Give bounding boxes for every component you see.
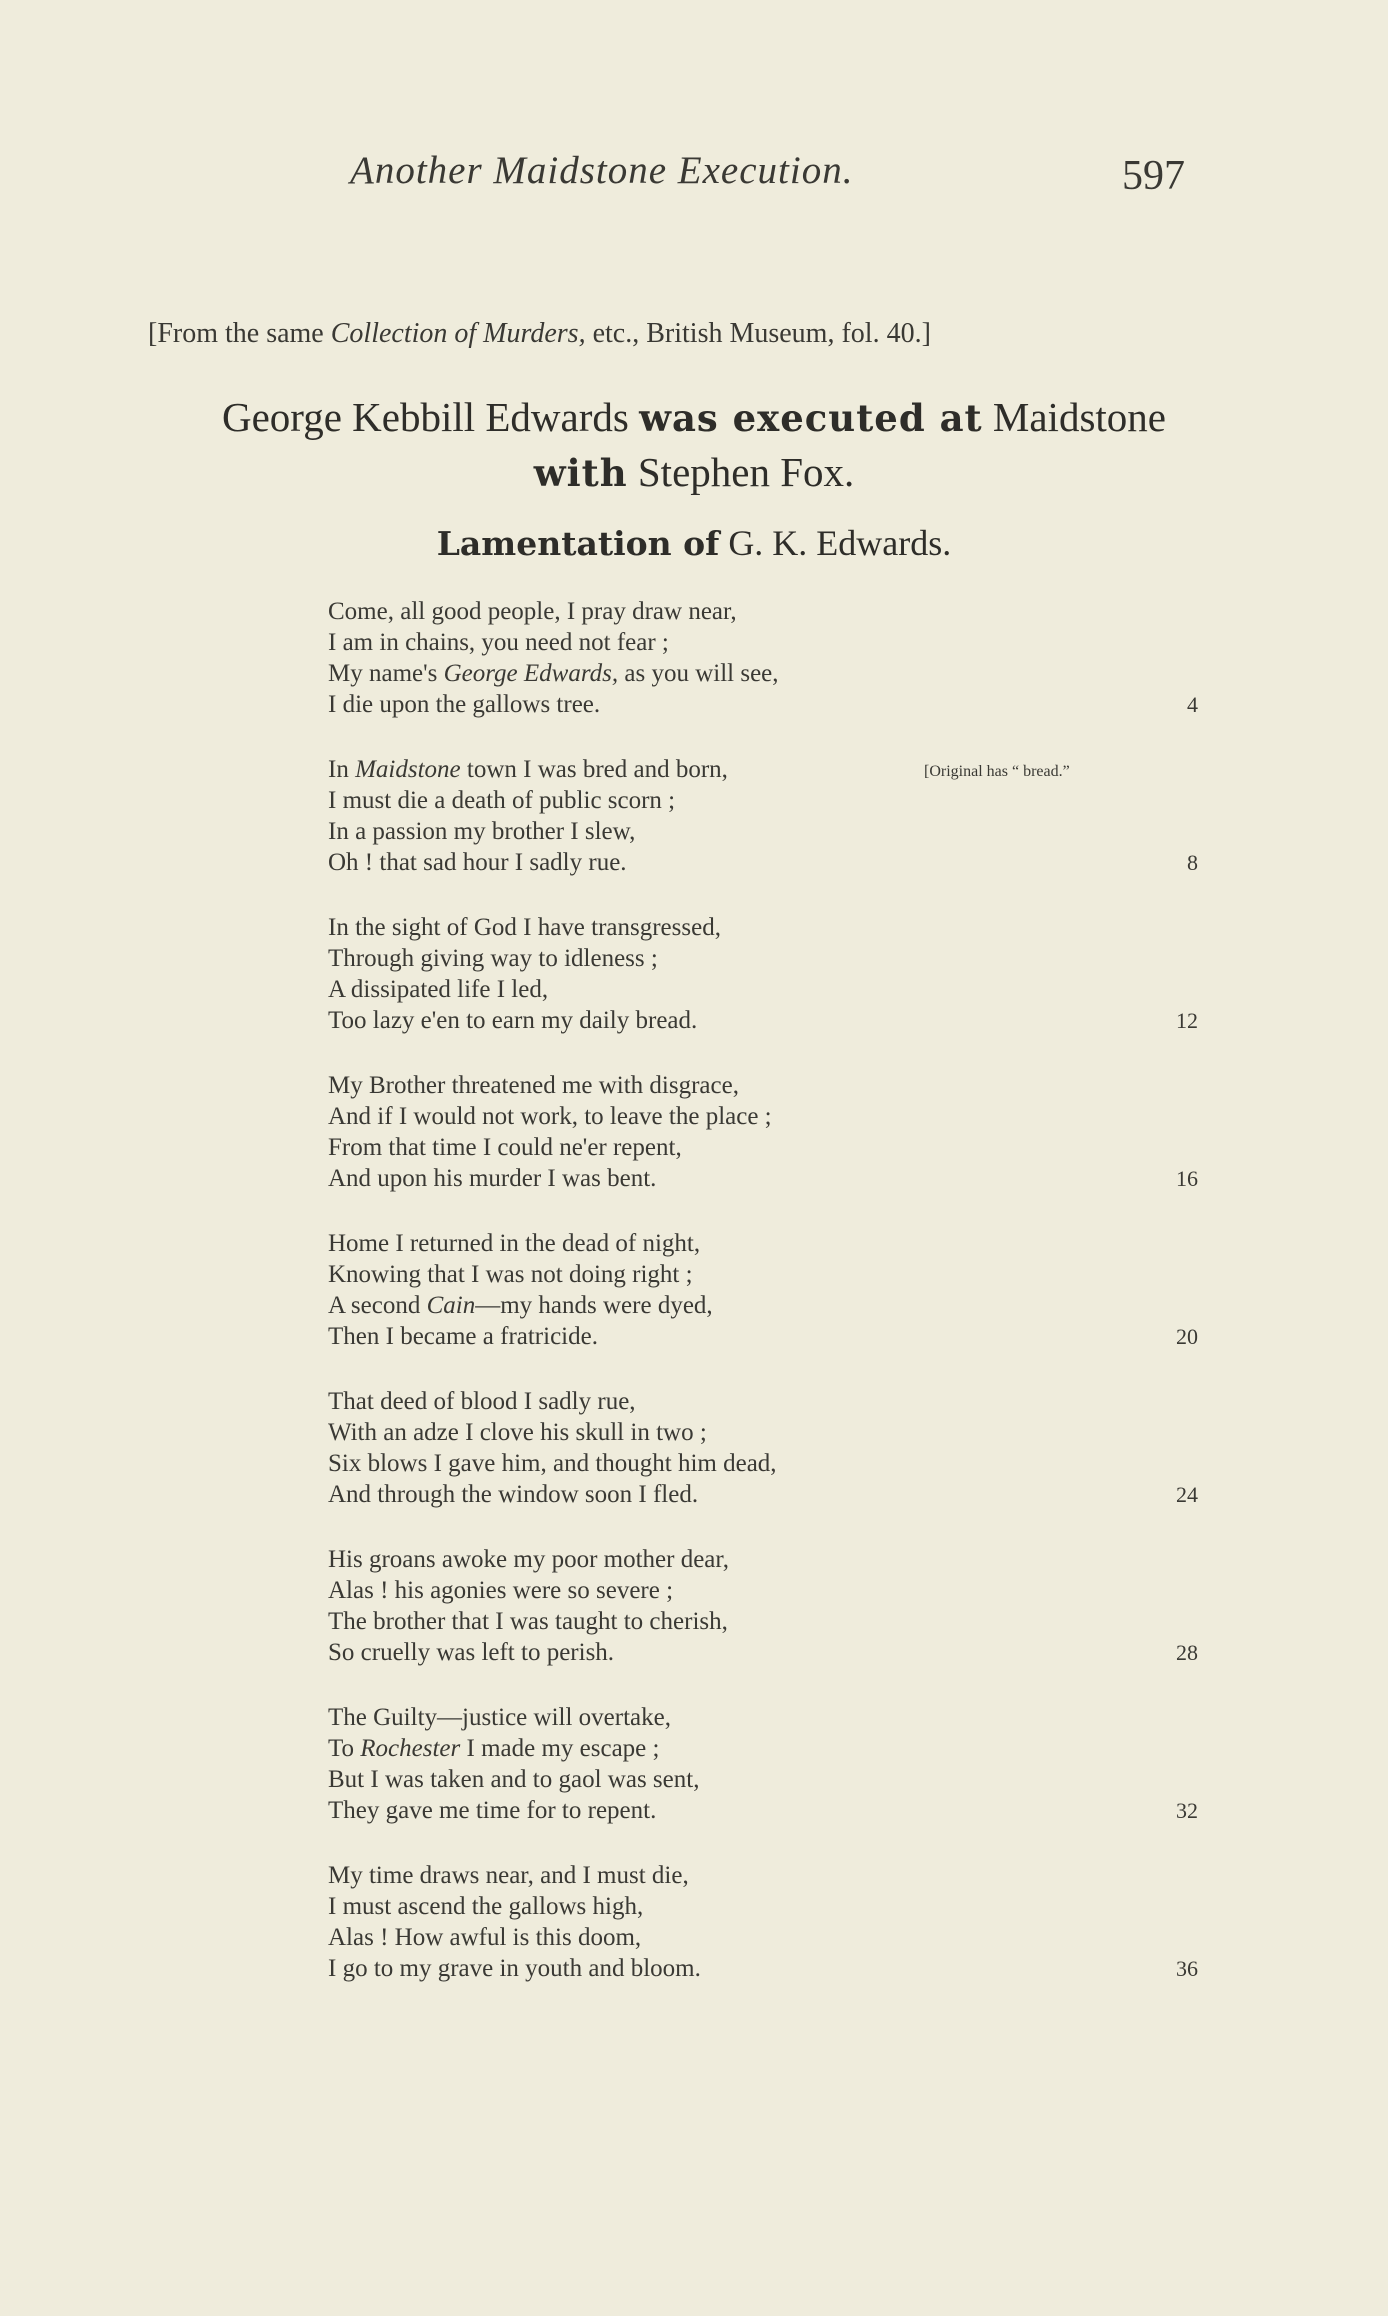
line-number: 28 xyxy=(1176,1640,1198,1665)
poem-line xyxy=(328,754,1228,785)
line-text: In a passion my brother I slew, xyxy=(328,818,636,845)
line-text: To xyxy=(328,1735,361,1762)
line-text: Then I became a fratricide. xyxy=(328,1323,598,1350)
line-text: Oh ! that sad hour I sadly rue. xyxy=(328,849,627,876)
line-text: A dissipated life I led, xyxy=(328,976,549,1003)
line-text: My Brother threatened me with disgrace, xyxy=(328,1072,739,1099)
italic-name: Cain xyxy=(426,1292,476,1319)
line-text: So cruelly was left to perish. xyxy=(328,1639,615,1666)
poem-line xyxy=(328,1448,1228,1479)
poem-line xyxy=(328,1290,1228,1321)
line-text: I made my escape ; xyxy=(460,1735,660,1762)
line-text: Six blows I gave him, and thought him dead, xyxy=(328,1450,777,1477)
line-text: Alas ! his agonies were so severe ; xyxy=(328,1577,674,1604)
title-blackletter-with: with xyxy=(533,451,628,495)
line-text: Too lazy e'en to earn my daily bread. xyxy=(328,1007,698,1034)
poem-line xyxy=(328,1544,1228,1575)
line-text: The Guilty—justice will overtake, xyxy=(328,1704,671,1731)
running-title: Another Maidstone Execution. xyxy=(350,149,854,192)
ballad-title-line-1 xyxy=(0,390,1388,445)
poem xyxy=(328,596,1228,2018)
poem-line xyxy=(328,1733,1228,1764)
poem-line xyxy=(328,1321,1228,1352)
poem-line xyxy=(328,1132,1228,1163)
line-text: I must ascend the gallows high, xyxy=(328,1893,644,1920)
line-number: 12 xyxy=(1176,1008,1198,1033)
line-text: With an adze I clove his skull in two ; xyxy=(328,1419,707,1446)
margin-note: [Original has “ bread.” xyxy=(924,763,1070,780)
lamentation-heading xyxy=(0,522,1388,564)
line-text: I must die a death of public scorn ; xyxy=(328,787,676,814)
poem-line xyxy=(328,1891,1228,1922)
stanza xyxy=(328,596,1228,720)
poem-line xyxy=(328,1386,1228,1417)
line-text: as you will see, xyxy=(618,660,779,687)
stanza xyxy=(328,1070,1228,1194)
line-text: In xyxy=(328,756,356,783)
italic-name: Maidstone xyxy=(355,756,461,783)
line-number: 4 xyxy=(1187,692,1198,717)
stanza xyxy=(328,1702,1228,1826)
italic-name: George Edwards, xyxy=(443,660,619,687)
italic-name: Rochester xyxy=(360,1735,461,1762)
line-text: I die upon the gallows tree. xyxy=(328,691,601,718)
poem-line xyxy=(328,943,1228,974)
poem-line xyxy=(328,974,1228,1005)
poem-line xyxy=(328,689,1228,720)
running-head xyxy=(0,148,1388,198)
poem-line xyxy=(328,1575,1228,1606)
source-note-open: [From the same xyxy=(148,318,331,349)
poem-line xyxy=(328,1070,1228,1101)
poem-line xyxy=(328,1922,1228,1953)
stanza xyxy=(328,1228,1228,1352)
line-number: 36 xyxy=(1176,1956,1198,1981)
line-number: 24 xyxy=(1176,1482,1198,1507)
line-text: And upon his murder I was bent. xyxy=(328,1165,657,1192)
line-text: They gave me time for to repent. xyxy=(328,1797,657,1824)
line-text: Alas ! How awful is this doom, xyxy=(328,1924,642,1951)
poem-line xyxy=(328,596,1228,627)
line-text: From that time I could ne'er repent, xyxy=(328,1134,682,1161)
poem-line xyxy=(328,658,1228,689)
poem-line xyxy=(328,1479,1228,1510)
poem-line xyxy=(328,1005,1228,1036)
line-text: The brother that I was taught to cherish, xyxy=(328,1608,728,1635)
line-text: A second xyxy=(328,1292,427,1319)
title-place: Maidstone xyxy=(982,394,1166,440)
line-text: Through giving way to idleness ; xyxy=(328,945,658,972)
line-number: 16 xyxy=(1176,1166,1198,1191)
poem-line xyxy=(328,1163,1228,1194)
title-blackletter: was executed at xyxy=(639,396,983,440)
stanza xyxy=(328,912,1228,1036)
poem-line xyxy=(328,1953,1228,1984)
poem-line xyxy=(328,785,1228,816)
stanza xyxy=(328,754,1228,878)
source-note-italic: Collection of Murders, xyxy=(330,318,586,349)
ballad-title xyxy=(0,390,1388,500)
line-text: My time draws near, and I must die, xyxy=(328,1862,689,1889)
lamentation-name: G. K. Edwards. xyxy=(719,523,952,563)
line-text: In the sight of God I have transgressed, xyxy=(328,914,721,941)
poem-line xyxy=(328,1417,1228,1448)
line-text: Come, all good people, I pray draw near, xyxy=(328,598,737,625)
line-text: And if I would not work, to leave the place ; xyxy=(328,1103,772,1130)
poem-line xyxy=(328,1637,1228,1668)
source-note-close: etc., British Museum, fol. 40.] xyxy=(585,318,931,349)
line-text: town I was bred and born, xyxy=(460,756,728,783)
line-text: That deed of blood I sadly rue, xyxy=(328,1388,636,1415)
poem-line xyxy=(328,1101,1228,1132)
line-number: 8 xyxy=(1187,850,1198,875)
page-number: 597 xyxy=(1122,153,1185,199)
line-text: Home I returned in the dead of night, xyxy=(328,1230,701,1257)
line-number: 32 xyxy=(1176,1798,1198,1823)
ballad-title-line-2 xyxy=(0,445,1388,500)
line-number: 20 xyxy=(1176,1324,1198,1349)
poem-line xyxy=(328,1228,1228,1259)
poem-line xyxy=(328,816,1228,847)
line-text: His groans awoke my poor mother dear, xyxy=(328,1546,729,1573)
line-text: My name's xyxy=(328,660,444,687)
line-text: Knowing that I was not doing right ; xyxy=(328,1261,693,1288)
line-text: And through the window soon I fled. xyxy=(328,1481,699,1508)
poem-line xyxy=(328,1259,1228,1290)
lamentation-blackletter: Lamentation of xyxy=(436,524,720,563)
line-text: I go to my grave in youth and bloom. xyxy=(328,1955,701,1982)
line-text: But I was taken and to gaol was sent, xyxy=(328,1766,700,1793)
poem-line xyxy=(328,847,1228,878)
poem-line xyxy=(328,1606,1228,1637)
title-companion: Stephen Fox. xyxy=(627,449,855,495)
poem-line xyxy=(328,1702,1228,1733)
stanza xyxy=(328,1544,1228,1668)
title-name: George Kebbill Edwards xyxy=(221,394,640,440)
source-note xyxy=(148,318,931,350)
poem-line xyxy=(328,1860,1228,1891)
line-text: —my hands were dyed, xyxy=(475,1292,713,1319)
stanza xyxy=(328,1386,1228,1510)
stanza xyxy=(328,1860,1228,1984)
line-text: I am in chains, you need not fear ; xyxy=(328,629,669,656)
poem-line xyxy=(328,1764,1228,1795)
poem-line xyxy=(328,1795,1228,1826)
poem-line xyxy=(328,912,1228,943)
poem-line xyxy=(328,627,1228,658)
